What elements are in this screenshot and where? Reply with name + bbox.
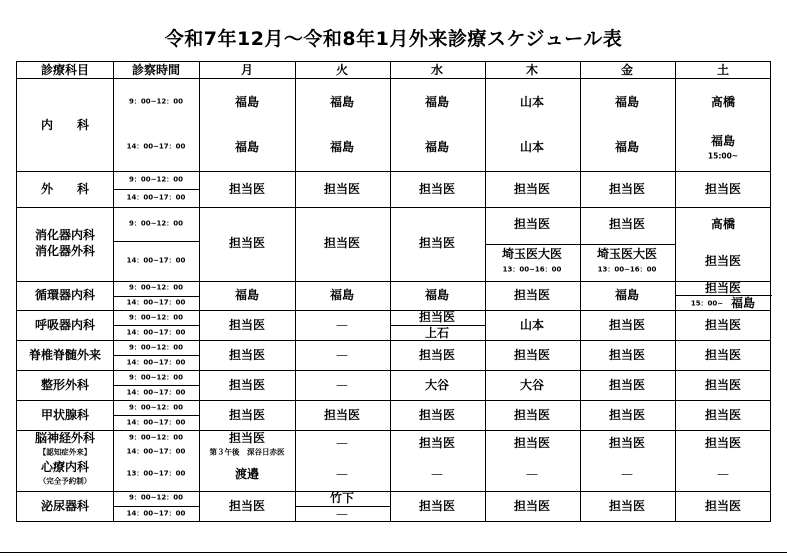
cell: 担当医 (608, 499, 646, 513)
cell: 担当医 (228, 408, 266, 422)
cell: 担当医 (704, 254, 742, 268)
time-am: 9：00~12：00 (129, 433, 183, 442)
cell-dash: — (336, 348, 348, 362)
cell: 担当医 (418, 499, 456, 513)
dept-naika: 内 科 (40, 118, 90, 132)
time-am: 9：00~12：00 (129, 219, 183, 228)
dept-kojo: 甲状腺科 (40, 408, 90, 422)
dept-junkan: 循環器内科 (34, 288, 96, 302)
cell: 担当医 (513, 288, 551, 302)
time-am: 9：00~12：00 (129, 313, 183, 322)
cell-dash: — (336, 467, 348, 481)
cell-note: 13：00~16：00 (597, 265, 657, 274)
cell: 担当医 (323, 408, 361, 422)
cell: 担当医 (418, 182, 456, 196)
cell: 担当医 (704, 281, 742, 295)
time-pm: 14：00~17：00 (126, 418, 186, 427)
dept-seikei: 整形外科 (40, 378, 90, 392)
cell: 担当医 (608, 318, 646, 332)
dept-shinryo: 心療内科 (40, 460, 90, 474)
cell: 埼玉医大医 (596, 247, 658, 261)
time-am: 9：00~12：00 (129, 175, 183, 184)
cell: 担当医 (228, 348, 266, 362)
dept-noshinkei: 脳神経外科 (34, 431, 96, 445)
cell: 担当医 (228, 236, 266, 250)
dept-shinryo-sub: （完全予約制） (38, 476, 92, 486)
cell: 福島 (424, 140, 450, 154)
schedule-table (16, 61, 771, 522)
cell: 担当医 (704, 348, 742, 362)
cell: 担当医 (608, 408, 646, 422)
time-pm: 14：00~17：00 (126, 509, 186, 518)
cell: 山本 (519, 318, 545, 332)
cell: 担当医 (513, 182, 551, 196)
cell-note: 15：00~ (690, 299, 724, 308)
time-pm13: 13：00~17：00 (126, 469, 186, 478)
cell: 担当医 (418, 310, 456, 324)
time-am: 9：00~12：00 (129, 493, 183, 502)
time-am: 9：00~12：00 (129, 373, 183, 382)
header-mon: 月 (240, 63, 254, 77)
time-pm: 14：00~17：00 (126, 358, 186, 367)
cell: 担当医 (513, 408, 551, 422)
cell: 渡邉 (234, 467, 260, 481)
cell: 福島 (234, 95, 260, 109)
cell: 福島 (614, 95, 640, 109)
cell-dash: — (336, 436, 348, 450)
cell: 福島 (329, 140, 355, 154)
dept-sekitsui: 脊椎脊髄外来 (28, 348, 102, 362)
cell-dash: — (717, 467, 729, 481)
cell: 担当医 (704, 378, 742, 392)
header-time: 診察時間 (131, 63, 181, 77)
cell: 大谷 (424, 378, 450, 392)
cell: 福島 (730, 296, 756, 310)
cell: 福島 (329, 95, 355, 109)
time-am: 9：00~12：00 (129, 343, 183, 352)
cell: 担当医 (513, 348, 551, 362)
cell: 福島 (329, 288, 355, 302)
cell: 担当医 (704, 499, 742, 513)
time-pm: 14：00~17：00 (126, 142, 186, 151)
cell: 山本 (519, 140, 545, 154)
time-am: 9：00~12：00 (129, 403, 183, 412)
header-wed: 水 (430, 63, 444, 77)
cell-dash: — (336, 507, 348, 521)
cell: 担当医 (513, 499, 551, 513)
time-pm: 14：00~17：00 (126, 328, 186, 337)
cell: 担当医 (704, 408, 742, 422)
cell: 担当医 (228, 499, 266, 513)
cell: 大谷 (519, 378, 545, 392)
cell: 担当医 (608, 348, 646, 362)
cell: 担当医 (418, 348, 456, 362)
cell: 福島 (710, 134, 736, 148)
cell: 担当医 (323, 236, 361, 250)
cell: 担当医 (608, 378, 646, 392)
time-pm: 14：00~17：00 (126, 298, 186, 307)
cell-note: 13：00~16：00 (502, 265, 562, 274)
cell: 福島 (424, 288, 450, 302)
cell-dash: — (526, 467, 538, 481)
cell: 福島 (234, 140, 260, 154)
time-pm: 14：00~17：00 (126, 388, 186, 397)
header-fri: 金 (620, 63, 634, 77)
cell: 担当医 (418, 408, 456, 422)
dept-geka: 外 科 (40, 182, 90, 196)
cell: 担当医 (418, 236, 456, 250)
time-pm: 14：00~17：00 (126, 193, 186, 202)
dept-hinyo: 泌尿器科 (40, 499, 90, 513)
cell: 福島 (234, 288, 260, 302)
cell: 髙橋 (710, 95, 736, 109)
cell: 上石 (424, 326, 450, 340)
footer-rule (0, 552, 787, 553)
cell: 担当医 (228, 378, 266, 392)
cell: 担当医 (323, 182, 361, 196)
cell: 担当医 (704, 436, 742, 450)
cell: 福島 (614, 288, 640, 302)
cell: 担当医 (513, 217, 551, 231)
header-thu: 木 (525, 63, 539, 77)
cell: 山本 (519, 95, 545, 109)
cell: 担当医 (608, 436, 646, 450)
cell: 担当医 (228, 318, 266, 332)
cell: 福島 (614, 140, 640, 154)
dept-shoka-naika: 消化器内科 (34, 228, 96, 242)
cell-note: 第３午後 深谷日赤医 (209, 447, 285, 457)
cell: 担当医 (228, 182, 266, 196)
time-am: 9：00~12：00 (129, 97, 183, 106)
cell: 福島 (424, 95, 450, 109)
cell: 担当医 (704, 318, 742, 332)
dept-noshinkei-sub: 【認知症外来】 (38, 447, 92, 457)
cell: 担当医 (418, 436, 456, 450)
cell: 担当医 (228, 431, 266, 445)
cell-dash: — (336, 378, 348, 392)
cell-note: 15:00~ (707, 151, 739, 161)
cell: 埼玉医大医 (501, 247, 563, 261)
cell-dash: — (621, 467, 633, 481)
cell: 髙橋 (710, 217, 736, 231)
page-title: 令和7年12月～令和8年1月外来診療スケジュール表 (164, 28, 623, 50)
cell-dash: — (336, 318, 348, 332)
cell: 担当医 (608, 217, 646, 231)
cell-dash: — (431, 467, 443, 481)
dept-kokyu: 呼吸器内科 (34, 318, 96, 332)
time-pm: 14：00~17：00 (126, 256, 186, 265)
dept-shoka-geka: 消化器外科 (34, 244, 96, 258)
header-tue: 火 (335, 63, 349, 77)
cell: 担当医 (513, 436, 551, 450)
cell: 竹下 (329, 491, 355, 505)
cell: 担当医 (704, 182, 742, 196)
header-sat: 土 (716, 63, 730, 77)
cell: 担当医 (608, 182, 646, 196)
header-dept: 診療科目 (40, 63, 90, 77)
time-pm: 14：00~17：00 (126, 447, 186, 456)
time-am: 9：00~12：00 (129, 283, 183, 292)
